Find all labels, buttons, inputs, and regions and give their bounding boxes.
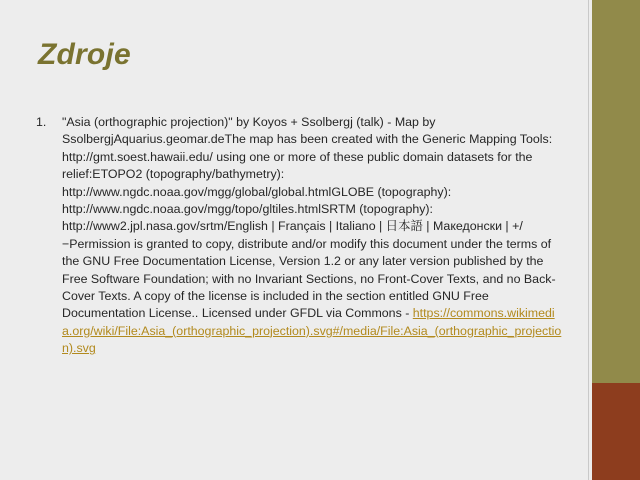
list-item	[36, 114, 564, 358]
side-accent-bar-olive	[592, 0, 640, 383]
side-divider	[588, 0, 589, 480]
source-list	[36, 114, 564, 358]
side-accent-bar-rust	[592, 383, 640, 480]
slide-title: Zdroje	[38, 38, 131, 71]
citation-text: "Asia (orthographic projection)" by Koyos + Ssolbergj (talk) - Map by SsolbergjAquarius.geomar.deThe map has been created with the Generic Mapping Tools: http://gmt.soest.hawaii.edu/ using one or more of these public domain datasets for the relief:ETOPO2 (topography/bathymetry): http://www.ngdc.noaa.gov/mgg/global/global.htmlGLOBE (topography): http://www.ngdc.noaa.gov/mgg/topo/gltiles.htmlSRTM (topography): http://www2.jpl.nasa.gov/srtm/English | Français | Italiano | 日本語 | Македонски | +/−Permission is granted to copy, distribute and/or modify this document under the terms of the GNU Free Documentation License, Version 1.2 or any later version published by the Free Software Foundation; with no Invariant Sections, no Front-Cover Texts, and no Back-Cover Texts. A copy of the license is included in the section entitled GNU Free Documentation License.. Licensed under GFDL via Commons -	[62, 115, 556, 321]
list-item-number: 1.	[36, 115, 47, 129]
citation-link[interactable]: https://commons.wikimedia.org/wiki/File:Asia_(orthographic_projection).svg#/media/File:Asia_(orthographic_projection).svg	[62, 306, 562, 356]
